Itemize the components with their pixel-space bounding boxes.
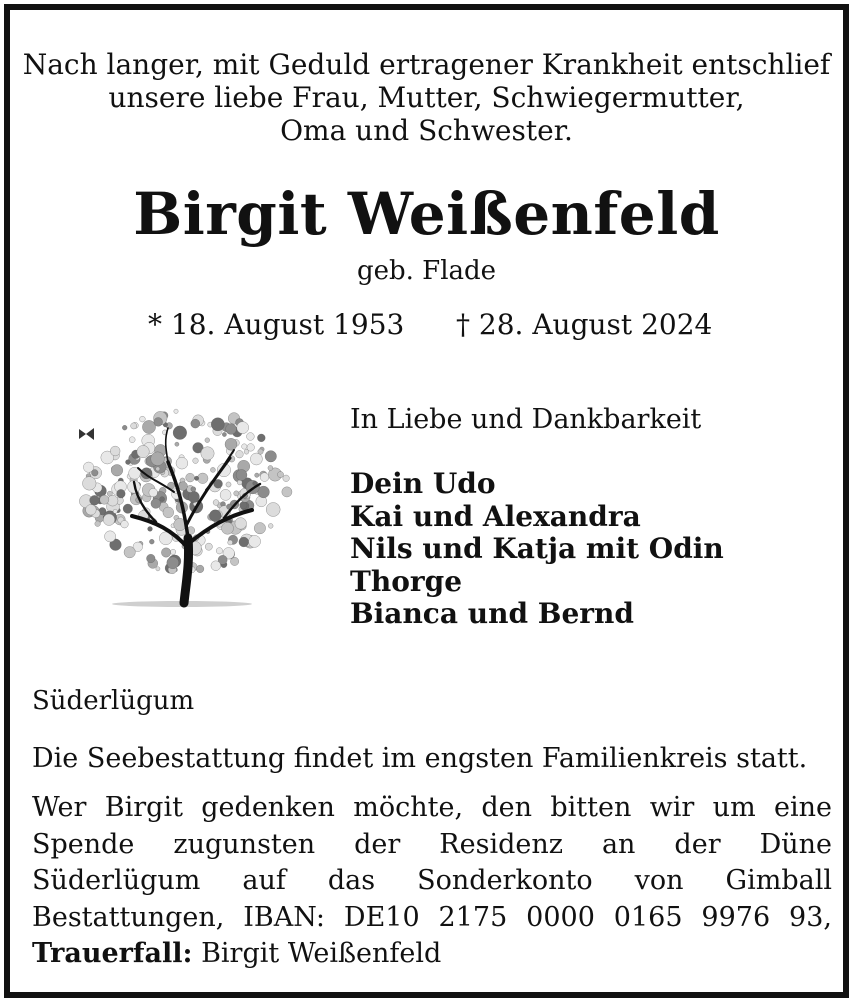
mourner-name: Thorge: [350, 564, 463, 598]
mourner-list: [350, 468, 724, 631]
intro-text: [10, 48, 843, 147]
donation-line: Süderlügum auf das Sonderkonto von Gimball: [32, 865, 832, 896]
burial-info: Die Seebestattung findet im engsten Familienkreis statt.: [32, 743, 808, 774]
obituary-notice: [4, 4, 849, 998]
donation-line: Bestattungen, IBAN: DE10 2175 0000 0165 9976 93,: [32, 901, 832, 933]
mourners-intro: In Liebe und Dankbarkeit: [350, 404, 702, 435]
intro-line: Nach langer, mit Geduld ertragener Krankheit entschlief: [22, 48, 831, 81]
maiden-name: geb. Flade: [356, 256, 497, 286]
donation-line: Wer Birgit gedenken möchte, den bitten wir um eine: [32, 792, 832, 823]
place-of-residence: Süderlügum: [32, 686, 195, 716]
deceased-name: Birgit Weißenfeld: [133, 180, 720, 248]
donation-text: [32, 790, 832, 936]
intro-line: Oma und Schwester.: [280, 114, 573, 147]
mourner-name: Dein Udo: [350, 467, 496, 500]
notice-value: Birgit Weißenfeld: [201, 938, 442, 969]
intro-line: unsere liebe Frau, Mutter, Schwiegermutter,: [108, 81, 745, 114]
birth-date: * 18. August 1953: [148, 308, 405, 341]
donation-line: Spende zugunsten der Residenz an der Düne: [32, 828, 832, 860]
mourner-name: Kai und Alexandra: [350, 499, 641, 533]
notice-line: [32, 938, 441, 969]
notice-label: Trauerfall:: [32, 938, 193, 969]
blossom-tree-icon: [64, 398, 294, 608]
death-date: † 28. August 2024: [456, 308, 713, 341]
mourner-name: Nils und Katja mit Odin: [350, 532, 724, 565]
mourner-name: Bianca und Bernd: [350, 597, 634, 630]
